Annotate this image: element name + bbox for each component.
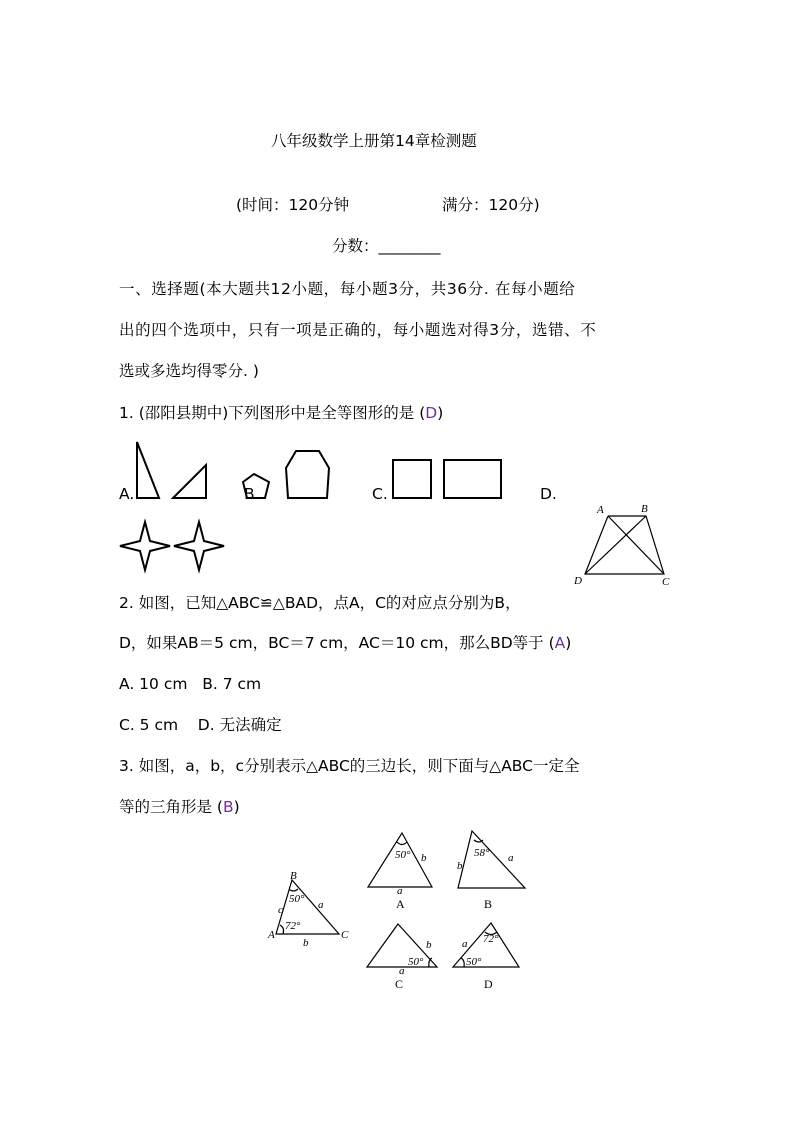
side-label: c: [278, 904, 283, 916]
time-label: (时间：120分钟: [236, 196, 350, 214]
angle-label: 50°: [408, 956, 424, 968]
side-label: b: [421, 852, 427, 864]
angle-label: 72°: [285, 920, 301, 932]
vertex-label: A: [597, 504, 604, 516]
vertex-label: B: [641, 503, 648, 515]
side-label: a: [397, 885, 403, 897]
question-2-options: A. 10 cm B. 7 cm: [119, 675, 262, 693]
angle-arc: [280, 925, 284, 934]
figure-shape: [458, 831, 525, 888]
answer: A: [554, 634, 566, 652]
vertex-label: C: [341, 929, 349, 941]
choice-triangle-c: [367, 924, 437, 991]
section-instructions-line: 选或多选均得零分. ): [119, 362, 259, 380]
choice-label: B: [484, 897, 493, 911]
question-3-line: 3. 如图，a，b，c分别表示△ABC的三边长，则下面与△ABC一定全: [119, 757, 580, 775]
angle-label: 50°: [395, 849, 411, 861]
vertex-label: A: [268, 929, 275, 941]
angle-label: 72°: [483, 933, 499, 945]
side-label: a: [462, 938, 468, 950]
angle-label: 50°: [289, 893, 305, 905]
question-1-stem: 1. (邵阳县期中)下列图形中是全等图形的是 (D): [119, 404, 444, 422]
full-score-label: 满分：120分): [442, 196, 540, 214]
score-label: 分数：________: [332, 237, 441, 255]
triangle-abc: [267, 870, 349, 949]
angle-arc: [474, 840, 483, 842]
question-2-line: D，如果AB＝5 cm，BC＝7 cm，AC＝10 cm，那么BD等于 (A): [119, 634, 572, 652]
question-2-line: 2. 如图，已知△ABC≌△BAD，点A，C的对应点分别为B，: [119, 594, 521, 612]
side-label: b: [303, 937, 309, 949]
option-label: D.: [540, 485, 557, 503]
vertex-label: D: [574, 575, 582, 587]
question-3-line: 等的三角形是 (B): [119, 798, 240, 816]
option-label: B.: [244, 485, 260, 503]
side-label: a: [399, 965, 405, 977]
answer: D: [425, 404, 438, 422]
choice-triangle-a: [368, 833, 432, 911]
choice-triangle-b: [457, 831, 525, 911]
angle-label: 50°: [466, 956, 482, 968]
choice-triangle-d: [453, 923, 519, 991]
page-title: 八年级数学上册第14章检测题: [271, 132, 477, 150]
side-label: b: [426, 939, 432, 951]
side-label: a: [318, 899, 324, 911]
vertex-label: C: [662, 576, 670, 588]
choice-label: D: [484, 977, 493, 991]
side-label: a: [508, 852, 514, 864]
angle-arc: [289, 889, 298, 891]
answer: B: [222, 798, 234, 816]
option-label: A.: [119, 485, 135, 503]
angle-label: 58°: [474, 847, 490, 859]
angle-arc: [461, 958, 464, 967]
vertex-label: B: [290, 870, 297, 882]
side-label: b: [457, 860, 463, 872]
choice-label: C: [395, 977, 404, 991]
section-instructions-line: 一、选择题(本大题共12小题，每小题3分，共36分. 在每小题给: [119, 280, 576, 298]
option-label: C.: [372, 485, 388, 503]
angle-arc: [397, 842, 407, 845]
question-2-options: C. 5 cm D. 无法确定: [119, 716, 282, 734]
choice-label: A: [396, 897, 405, 911]
section-instructions-line: 出的四个选项中，只有一项是正确的，每小题选对得3分，选错、不: [119, 321, 597, 339]
